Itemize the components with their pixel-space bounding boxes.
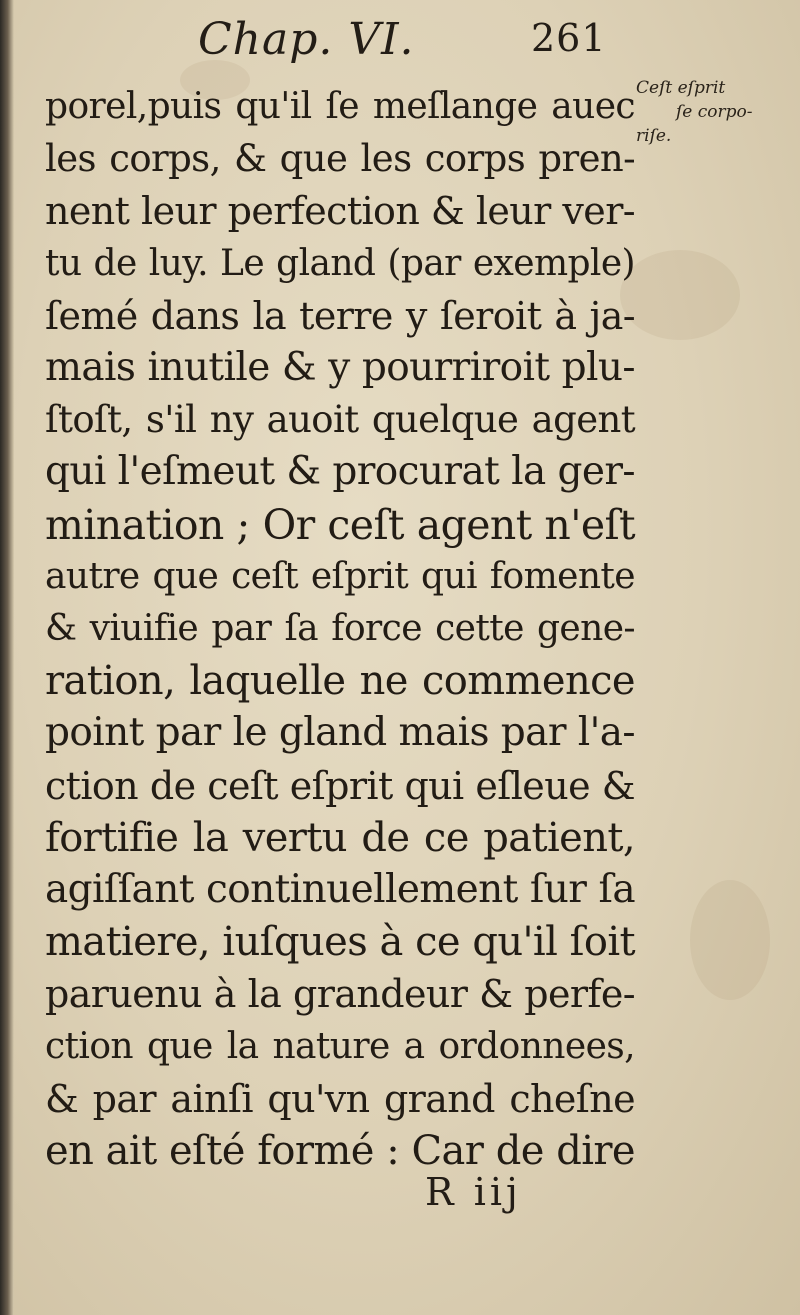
marginal-note (636, 76, 786, 148)
text-line: mination ; Or ceſt agent n'eſt (45, 500, 635, 549)
text-line: ction de ceſt eſprit qui eſleue & (45, 763, 635, 808)
paper-stain (620, 250, 740, 340)
paper-stain (690, 880, 770, 1000)
text-line: les corps, & que les corps pren- (45, 137, 635, 181)
text-line: en ait eſté formé : Car de dire (45, 1128, 635, 1174)
text-line: ction que la nature a ordonnees, (45, 1025, 635, 1067)
text-line: tu de luy. Le gland (par exemple) (45, 242, 635, 284)
text-line: mais inutile & y pourriroit plu- (45, 345, 635, 390)
text-block (45, 0, 635, 1315)
signature-mark: R iij (425, 1170, 522, 1214)
text-line: & viuifie par ſa force cette gene- (45, 608, 635, 649)
marginal-note-line: ſe corpo- (676, 102, 753, 122)
marginal-note-line: Ceſt eſprit (636, 78, 726, 98)
chapter-heading: Chap. VI. (198, 14, 415, 65)
text-line: & par ainſi qu'vn grand cheſne (45, 1076, 635, 1121)
text-line: nent leur perfection & leur ver- (45, 189, 635, 234)
marginal-note-line: riſe. (636, 126, 672, 146)
text-line: ration, laquelle ne commence (45, 658, 635, 705)
text-line: point par le gland mais par l'a- (45, 710, 635, 756)
text-line: agiſſant continuellement ſur ſa (45, 867, 635, 912)
text-line: ſtoſt, s'il ny auoit quelque agent (45, 398, 635, 442)
page-number: 261 (531, 16, 607, 60)
page-gutter-shadow (0, 0, 14, 1315)
text-line: paruenu à la grandeur & perfe- (45, 972, 635, 1017)
running-head (45, 14, 635, 76)
text-line: fortifie la vertu de ce patient, (45, 814, 635, 861)
text-line: matiere, iuſques à ce qu'il ſoit (45, 919, 635, 966)
text-line: porel,puis qu'il ſe meſlange auec (45, 86, 635, 127)
text-line: qui l'eſmeut & procurat la ger- (45, 449, 635, 495)
text-line: ſemé dans la terre y ſeroit à ja- (45, 293, 635, 338)
text-line: autre que ceſt eſprit qui fomente (45, 555, 635, 597)
